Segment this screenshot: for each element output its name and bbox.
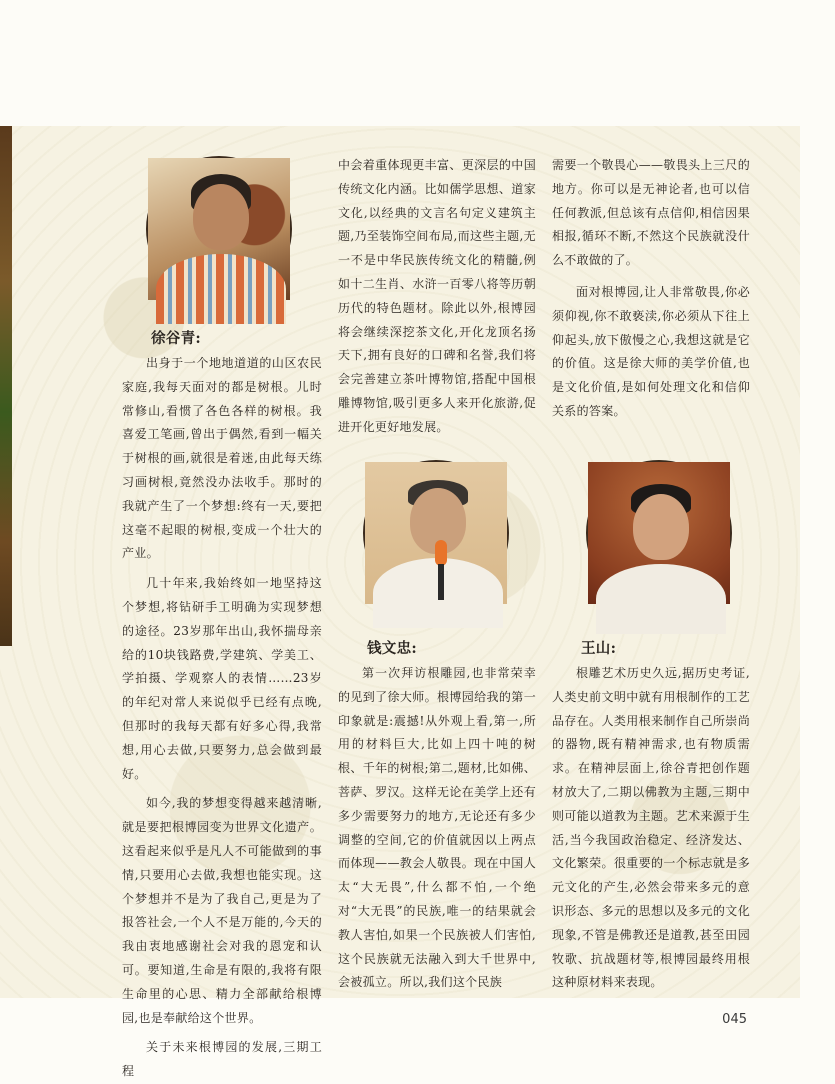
paragraph: 如今,我的梦想变得越来越清晰,就是要把根博园变为世界文化遗产。这看起来似乎是凡人不可能做到的事情,只要用心去做,我想也能实现。这个梦想并不是为了我自己,更是为了报答社会,一个人不是万能的,今天的我由衷地感谢社会对我的恩宠和认可。要知道,生命是有限的,我将有限生命里的心思、精力全部献给根博园,也是奉献给这个世界。 [122, 796, 322, 1025]
paragraph: 出身于一个地地道道的山区农民家庭,我每天面对的都是树根。儿时常修山,看惯了各色各样的树根。我喜爱工笔画,曾出于偶然,看到一幅关于树根的画,就很是着迷,由此每天练习画树根,竟然没办法收手。那时的我就产生了一个梦想:终有一天,要把这毫不起眼的树根,变成一个壮大的产业。 [122, 356, 322, 561]
paragraph: 根雕艺术历史久远,据历史考证,人类史前文明中就有用根制作的工艺品存在。人类用根来制作自己所崇尚的器物,既有精神需求,也有物质需求。在精神层面上,徐谷青把创作题材放大了,二期以佛教为主题,三期中则可能以道教为主题。艺术来源于生活,当今我国政治稳定、经济发达、文化繁荣。很重要的一个标志就是多元文化的产生,必然会带来多元的意识形态、多元的思想以及多元的文化现象,不管是佛教还是道教,甚至田园牧歌、抗战题材等,根博园最终用根这种原材料来表现。 [552, 666, 750, 990]
speaker-name: 徐谷青: [151, 330, 202, 347]
left-photo-strip [0, 126, 12, 646]
paragraph: 第一次拜访根雕园,也非常荣幸的见到了徐大师。根博园给我的第一印象就是:震撼!从外观上看,第一,所用的材料巨大,比如上四十吨的树根、千年的树根;第二,题材,比如佛、菩萨、罗汉。这样无论在美学上还有多少需要努力的地方,无论还有多少调整的空间,它的价值就因以上两点而体现——教会人敬畏。现在中国人太“大无畏”,什么都不怕,一个绝对“大无畏”的民族,唯一的结果就会教人害怕,如果一个民族被人们害怕,这个民族就无法融入到大千世界中,会被孤立。所以,我们这个民族 [338, 666, 536, 990]
paragraph: 需要一个敬畏心——敬畏头上三尺的地方。你可以是无神论者,也可以信任何教派,但总该有点信仰,相信因果相报,循环不断,不然这个民族就没什么不敢做的了。 [552, 158, 750, 268]
microphone-icon [435, 540, 447, 566]
portrait-xu-guqing [146, 156, 292, 302]
column-3-lower [552, 636, 750, 995]
paragraph: 关于未来根博园的发展,三期工程 [122, 1040, 322, 1079]
portrait-qian-wenzhong [363, 460, 509, 606]
speaker-name: 王山: [581, 640, 617, 657]
speaker-name: 钱文忠: [367, 640, 418, 657]
page-number: 045 [722, 1012, 747, 1027]
portrait-wang-shan [586, 460, 732, 606]
paragraph: 面对根博园,让人非常敬畏,你必须仰视,你不敢亵渎,你必须从下往上仰起头,放下傲慢之心,我想这就是它的价值。这是徐大师的美学价值,也是文化价值,是如何处理文化和信仰关系的答案。 [552, 284, 750, 418]
column-3 [552, 154, 750, 424]
column-2 [338, 154, 536, 440]
paragraph: 几十年来,我始终如一地坚持这个梦想,将钻研手工明确为实现梦想的途径。23岁那年出山,我怀揣母亲给的10块钱路费,学建筑、学美工、学拍摄、学观察人的表情……23岁的年纪对常人来说似乎已经有点晚,但那时的我每天都有好多心得,我常想,用心去做,只要努力,总会做到最好。 [122, 576, 322, 781]
paragraph: 中会着重体现更丰富、更深层的中国传统文化内涵。比如儒学思想、道家文化,以经典的文言名句定义建筑主题,乃至装饰空间布局,而这些主题,无一不是中华民族传统文化的精髓,例如十二生肖、水浒一百零八将等历朝历代的特色题材。除此以外,根博园将会继续深挖茶文化,开化龙顶名扬天下,拥有良好的口碑和名誉,我们将会完善建立茶叶博物馆,搭配中国根雕博物馆,吸引更多人来开化旅游,促进开化更好地发展。 [338, 158, 536, 434]
column-2-lower [338, 636, 536, 995]
column-1 [122, 326, 322, 1084]
